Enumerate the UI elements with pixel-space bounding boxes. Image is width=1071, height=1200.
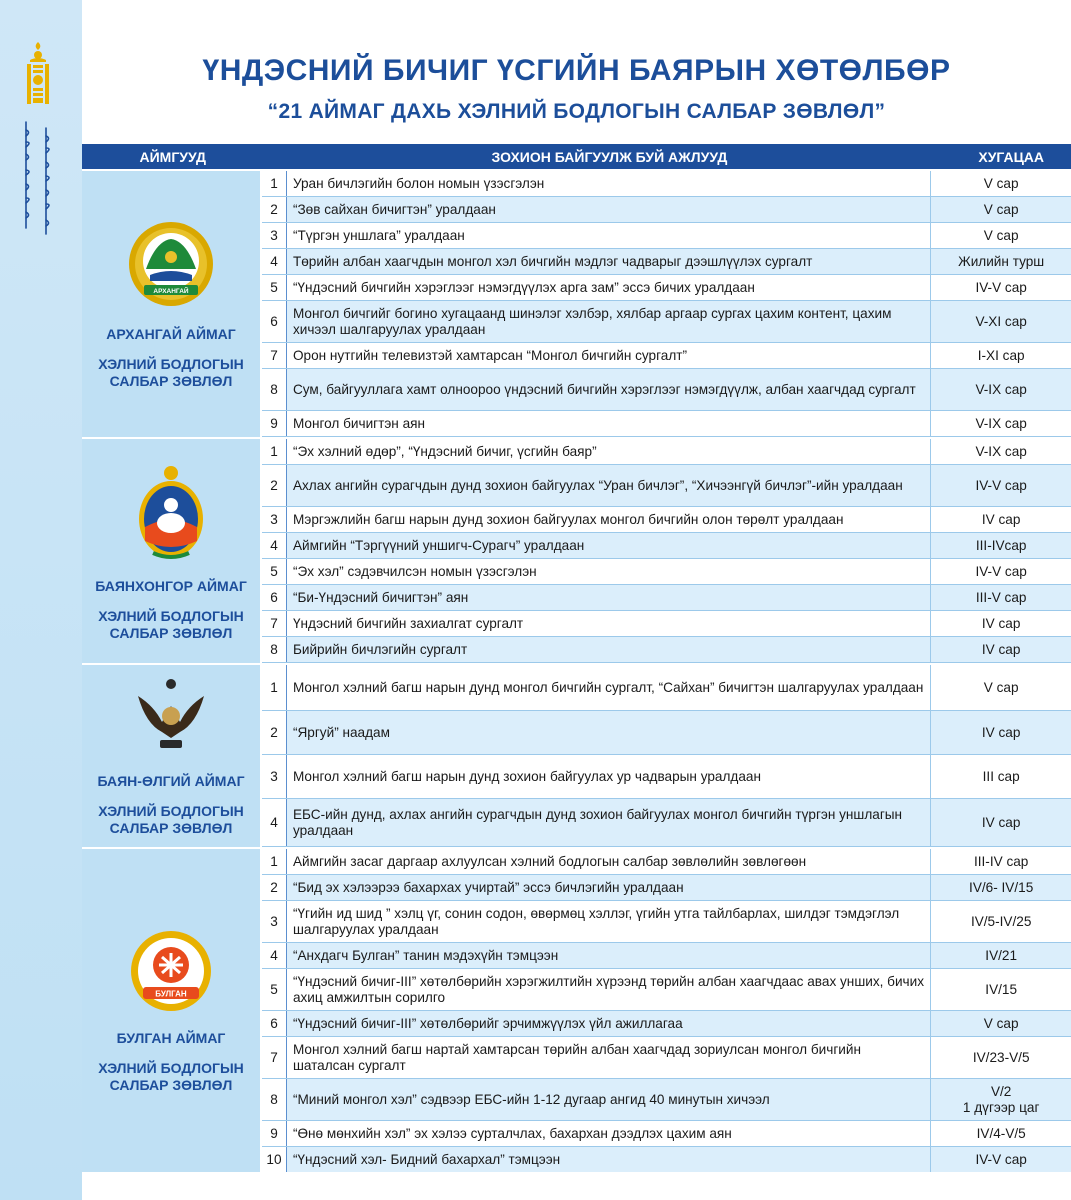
task-text: Үндэсний бичгийн захиалгат сургалт [287, 611, 931, 636]
row-number: 6 [262, 585, 287, 610]
task-text: Төрийн албан хаагчдын монгол хэл бичгийн мэдлэг чадварыг дээшлүүлэх сургалт [287, 249, 931, 274]
table-row [262, 711, 1071, 755]
task-text: “Бид эх хэлээрээ бахархах учиртай” эссэ бичлэгийн уралдаан [287, 875, 931, 900]
task-time: IV-V сар [975, 1151, 1027, 1167]
task-time: V-IX сар [975, 381, 1027, 397]
aimag-name: БАЯН-ӨЛГИЙ АЙМАГ [97, 772, 245, 789]
table-row [262, 275, 1071, 301]
table-row [262, 369, 1071, 411]
bayankhongor-emblem-icon [131, 461, 211, 564]
task-text: “Миний монгол хэл” сэдвээр ЕБС-ийн 1-12 дугаар ангид 40 минутын хичээл [287, 1079, 931, 1120]
table-body [82, 169, 1071, 1173]
bottom-strip [82, 1172, 1071, 1200]
task-text: “Яргуй” наадам [287, 711, 931, 754]
row-number: 7 [262, 611, 287, 636]
task-text: ЕБС-ийн дунд, ахлах ангийн сурагчдын дунд зохион байгуулах монгол бичгийн түргэн уншлагын уралдаан [287, 799, 931, 846]
left-sidebar [0, 0, 82, 1200]
task-text: Монгол хэлний багш нарын дунд монгол бичгийн сургалт, “Сайхан” бичигтэн шалгаруулах уралдаан [287, 665, 931, 710]
row-number: 4 [262, 249, 287, 274]
bulgan-emblem-icon [129, 929, 213, 1016]
task-text: “Би-Үндэсний бичигтэн” аян [287, 585, 931, 610]
table-row [262, 1147, 1071, 1173]
task-time: IV сар [981, 615, 1021, 631]
task-text: Бийрийн бичлэгийн сургалт [287, 637, 931, 662]
row-number: 4 [262, 943, 287, 968]
task-rows [262, 439, 1071, 663]
table-row [262, 901, 1071, 943]
task-time: IV сар [981, 814, 1021, 830]
task-text: Монгол бичгийг богино хугацаанд шинэлэг хэлбэр, хялбар аргаар сургах цахим контент, цахим хичээл шалгаруулах уралдаан [287, 301, 931, 342]
table-row [262, 465, 1071, 507]
table-row [262, 197, 1071, 223]
task-time: III-IV сар [973, 853, 1029, 869]
table-row [262, 1011, 1071, 1037]
table-row [262, 1037, 1071, 1079]
table-row [262, 171, 1071, 197]
row-number: 9 [262, 1121, 287, 1146]
row-number: 7 [262, 1037, 287, 1078]
row-number: 2 [262, 465, 287, 506]
header-tasks: ЗОХИОН БАЙГУУЛЖ БУЙ АЖЛУУД [491, 148, 728, 165]
task-time: III сар [982, 768, 1020, 784]
row-number: 8 [262, 369, 287, 410]
task-text: “Анхдагч Булган” танин мэдэхүйн тэмцээн [287, 943, 931, 968]
row-number: 1 [262, 665, 287, 710]
table-row [262, 943, 1071, 969]
table-row [262, 875, 1071, 901]
council-name: ХЭЛНИЙ БОДЛОГЫН САЛБАР ЗӨВЛӨЛ [98, 355, 244, 389]
table-row [262, 799, 1071, 847]
task-text: “Үндэсний бичгийн хэрэглээг нэмэгдүүлэх арга зам” эссэ бичих уралдаан [287, 275, 931, 300]
task-text: Ахлах ангийн сурагчдын дунд зохион байгуулах “Уран бичлэг”, “Хичээнгүй бичлэг”-ийн уралдаан [287, 465, 931, 506]
table-row [262, 849, 1071, 875]
table-row [262, 507, 1071, 533]
task-text: “Зөв сайхан бичигтэн” уралдаан [287, 197, 931, 222]
task-time: V сар [983, 1015, 1019, 1031]
aimag-cell [82, 439, 260, 663]
task-time: III-IVсар [975, 537, 1027, 553]
mongolian-script-decoration [16, 118, 60, 238]
svg-text:БУЛГАН: БУЛГАН [155, 989, 187, 998]
page-title: ҮНДЭСНИЙ БИЧИГ ҮСГИЙН БАЯРЫН ХӨТӨЛБӨР [202, 54, 951, 87]
task-text: “Үндэсний бичиг-III” хөтөлбөрийг эрчимжүүлэх үйл ажиллагаа [287, 1011, 931, 1036]
table-row [262, 585, 1071, 611]
row-number: 3 [262, 507, 287, 532]
task-time: IV/23-V/5 [972, 1049, 1030, 1065]
row-number: 1 [262, 439, 287, 464]
task-text: “Үндэсний бичиг-III” хөтөлбөрийн хэрэгжилтийн хүрээнд төрийн албан хаагчдаас авах унших, бичих ахиц амжилтын сорилго [287, 969, 931, 1010]
row-number: 6 [262, 1011, 287, 1036]
row-number: 2 [262, 197, 287, 222]
task-time: IV-V сар [975, 477, 1027, 493]
task-time: V сар [983, 679, 1019, 695]
header-aimag: АЙМГУУД [139, 148, 206, 165]
task-text: “Эх хэл” сэдэвчилсэн номын үзэсгэлэн [287, 559, 931, 584]
table-row [262, 1121, 1071, 1147]
row-number: 3 [262, 223, 287, 248]
task-rows [262, 171, 1071, 437]
task-time: V-XI сар [975, 313, 1027, 329]
task-text: “Эх хэлний өдөр”, “Үндэсний бичиг, үсгийн баяр” [287, 439, 931, 464]
task-text: Сум, байгууллага хамт олноороо үндэсний бичгийн хэрэглээг нэмэгдүүлж, албан хаагчдад сургалт [287, 369, 931, 410]
row-number: 1 [262, 849, 287, 874]
task-time: IV/6- IV/15 [969, 879, 1034, 895]
table-row [262, 665, 1071, 711]
task-time: IV/21 [985, 947, 1018, 963]
table-row [262, 301, 1071, 343]
row-number: 3 [262, 901, 287, 942]
bayan-olgii-emblem-icon [136, 676, 206, 759]
task-time: I-XI сар [977, 347, 1025, 363]
program-table [82, 144, 1071, 1173]
aimag-cell [82, 849, 260, 1173]
soyombo-icon [24, 40, 52, 108]
table-row [262, 559, 1071, 585]
task-time: IV сар [981, 511, 1021, 527]
row-number: 6 [262, 301, 287, 342]
task-text: Монгол бичигтэн аян [287, 411, 931, 436]
council-name: ХЭЛНИЙ БОДЛОГЫН САЛБАР ЗӨВЛӨЛ [98, 607, 244, 641]
table-row [262, 969, 1071, 1011]
row-number: 9 [262, 411, 287, 436]
row-number: 3 [262, 755, 287, 798]
arkhangai-emblem-icon [126, 219, 216, 312]
task-text: Орон нутгийн телевизтэй хамтарсан “Монгол бичгийн сургалт” [287, 343, 931, 368]
aimag-group [82, 169, 1071, 437]
task-time: V-IX сар [975, 443, 1027, 459]
table-row [262, 1079, 1071, 1121]
task-rows [262, 665, 1071, 847]
task-time: V сар [983, 175, 1019, 191]
row-number: 10 [262, 1147, 287, 1172]
aimag-name: БАЯНХОНГОР АЙМАГ [95, 577, 247, 594]
row-number: 2 [262, 875, 287, 900]
task-text: Уран бичлэгийн болон номын үзэсгэлэн [287, 171, 931, 196]
header-time: ХУГАЦАА [978, 148, 1045, 165]
aimag-name: АРХАНГАЙ АЙМАГ [106, 325, 236, 342]
row-number: 2 [262, 711, 287, 754]
table-row [262, 411, 1071, 437]
row-number: 5 [262, 559, 287, 584]
task-text: Аймгийн “Тэргүүний уншигч-Сурагч” уралдаан [287, 533, 931, 558]
table-row [262, 343, 1071, 369]
task-text: Монгол хэлний багш нарын дунд зохион байгуулах ур чадварын уралдаан [287, 755, 931, 798]
task-text: “Өнө мөнхийн хэл” эх хэлээ сурталчлах, бахархан дээдлэх цахим аян [287, 1121, 931, 1146]
task-time: IV/15 [985, 981, 1018, 997]
task-text: “Үндэсний хэл- Бидний бахархал” тэмцээн [287, 1147, 931, 1172]
task-rows [262, 849, 1071, 1173]
aimag-group [82, 847, 1071, 1173]
task-text: “Түргэн уншлага” уралдаан [287, 223, 931, 248]
row-number: 4 [262, 799, 287, 846]
task-time: V/2 1 дүгээр цаг [962, 1083, 1040, 1115]
table-header [82, 144, 1071, 169]
aimag-group [82, 663, 1071, 847]
table-row [262, 611, 1071, 637]
task-time: IV/4-V/5 [976, 1125, 1026, 1141]
row-number: 4 [262, 533, 287, 558]
table-row [262, 533, 1071, 559]
table-row [262, 755, 1071, 799]
task-text: Аймгийн засаг даргаар ахлуулсан хэлний бодлогын салбар зөвлөлийн зөвлөгөөн [287, 849, 931, 874]
aimag-cell [82, 665, 260, 847]
table-row [262, 439, 1071, 465]
task-time: V сар [983, 201, 1019, 217]
table-row [262, 637, 1071, 663]
task-time: IV-V сар [975, 563, 1027, 579]
task-text: “Үгийн ид шид ” хэлц үг, сонин содон, өвөрмөц хэллэг, үгийн утга тайлбарлах, шилдэг тэмдэглэл шалгаруулах уралдаан [287, 901, 931, 942]
task-time: IV сар [981, 724, 1021, 740]
task-time: IV/5-IV/25 [970, 913, 1032, 929]
council-name: ХЭЛНИЙ БОДЛОГЫН САЛБАР ЗӨВЛӨЛ [98, 802, 244, 836]
aimag-group [82, 437, 1071, 663]
aimag-name: БУЛГАН АЙМАГ [116, 1029, 226, 1046]
row-number: 7 [262, 343, 287, 368]
table-row [262, 223, 1071, 249]
row-number: 5 [262, 969, 287, 1010]
task-time: V-IX сар [975, 415, 1027, 431]
table-row [262, 249, 1071, 275]
row-number: 5 [262, 275, 287, 300]
page-subtitle: “21 АЙМАГ ДАХЬ ХЭЛНИЙ БОДЛОГЫН САЛБАР ЗӨВЛӨЛ” [267, 100, 886, 123]
task-time: IV сар [981, 641, 1021, 657]
task-time: IV-V сар [975, 279, 1027, 295]
aimag-cell [82, 171, 260, 437]
council-name: ХЭЛНИЙ БОДЛОГЫН САЛБАР ЗӨВЛӨЛ [98, 1059, 244, 1093]
task-time: Жилийн турш [958, 253, 1045, 269]
svg-text:АРХАНГАЙ: АРХАНГАЙ [153, 287, 189, 295]
row-number: 8 [262, 637, 287, 662]
task-text: Мэргэжлийн багш нарын дунд зохион байгуулах монгол бичгийн олон төрөлт уралдаан [287, 507, 931, 532]
task-time: V сар [983, 227, 1019, 243]
task-text: Монгол хэлний багш нартай хамтарсан төрийн албан хаагчдад зориулсан монгол бичгийн шаталсан сургалт [287, 1037, 931, 1078]
row-number: 8 [262, 1079, 287, 1120]
row-number: 1 [262, 171, 287, 196]
task-time: III-V сар [975, 589, 1027, 605]
